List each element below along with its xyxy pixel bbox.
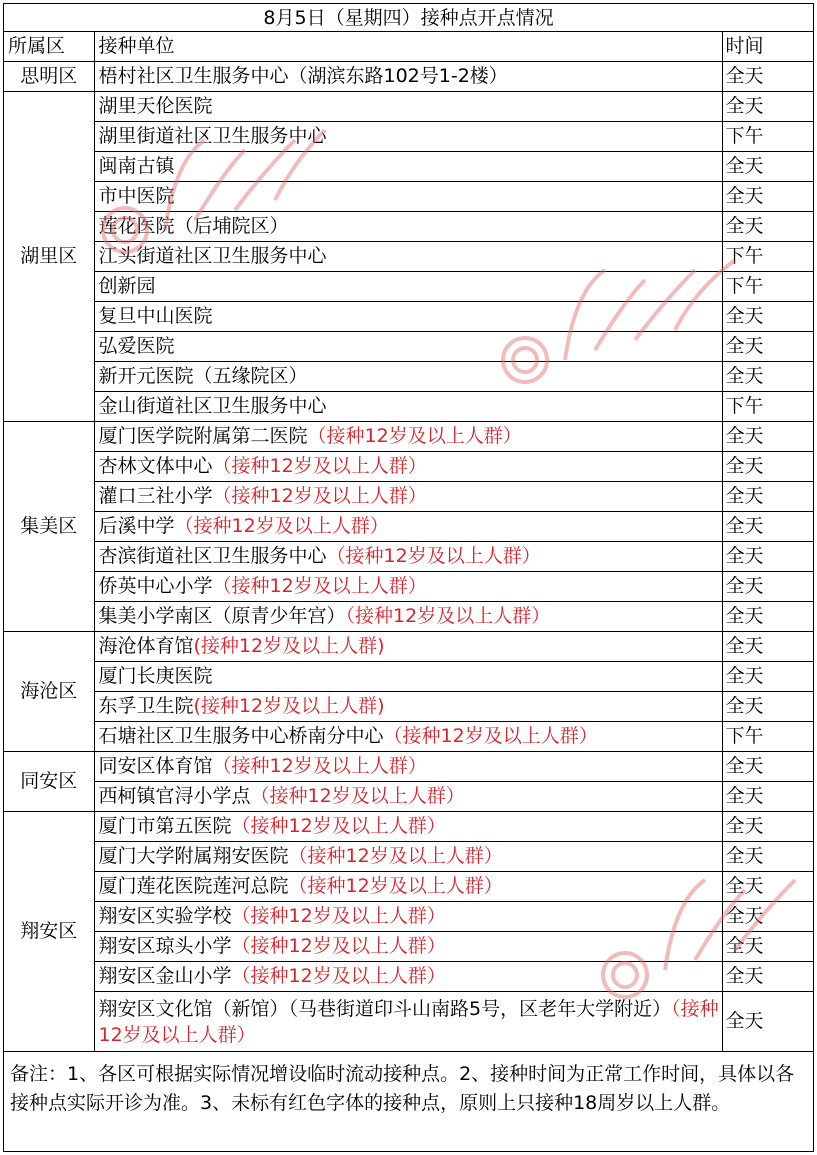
unit-name: 海沧体育馆 (98, 635, 194, 657)
unit-name: 西柯镇官浔小学点 (98, 785, 251, 807)
time-cell: 全天 (722, 842, 813, 872)
time-cell: 下午 (722, 722, 813, 752)
table-row (4, 362, 813, 392)
unit-name: 金山街道社区卫生服务中心 (98, 395, 327, 417)
time-cell: 全天 (722, 182, 813, 212)
unit-cell (94, 632, 722, 662)
age-note: （接种12岁及以上人群） (231, 905, 446, 927)
time-cell: 全天 (722, 512, 813, 542)
unit-name: 梧村社区卫生服务中心（湖滨东路102号1-2楼） (98, 65, 508, 87)
unit-name: 石塘社区卫生服务中心桥南分中心 (98, 725, 384, 747)
unit-cell (94, 962, 722, 992)
time-cell: 全天 (722, 902, 813, 932)
age-note: （接种12岁及以上人群） (212, 575, 427, 597)
table-row (4, 842, 813, 872)
table-row (4, 422, 813, 452)
time-cell: 全天 (722, 542, 813, 572)
age-note: （接种12岁及以上人群） (212, 455, 427, 477)
time-cell: 全天 (722, 362, 813, 392)
age-note: （接种12岁及以上人群） (383, 725, 598, 747)
table-row (4, 992, 813, 1052)
table-row (4, 392, 813, 422)
time-cell: 全天 (722, 602, 813, 632)
time-cell: 全天 (722, 752, 813, 782)
age-note: （接种12岁及以上人群） (212, 755, 427, 777)
table-row (4, 452, 813, 482)
unit-cell (94, 542, 722, 572)
time-cell: 全天 (722, 302, 813, 332)
time-cell: 下午 (722, 272, 813, 302)
unit-cell (94, 992, 722, 1052)
table-row (4, 962, 813, 992)
unit-name: 创新园 (98, 275, 156, 297)
time-cell: 全天 (722, 872, 813, 902)
table-row (4, 902, 813, 932)
unit-cell (94, 92, 722, 122)
district-cell: 同安区 (4, 752, 94, 812)
table-row (4, 152, 813, 182)
age-note: （接种12岁及以上人群） (212, 485, 427, 507)
table-row (4, 182, 813, 212)
district-cell: 集美区 (4, 422, 94, 632)
unit-cell (94, 842, 722, 872)
age-note: （接种12岁及以上人群） (345, 605, 551, 627)
unit-cell (94, 902, 722, 932)
unit-name: 翔安区金山小学 (98, 965, 232, 987)
time-cell: 全天 (722, 92, 813, 122)
unit-name: 杏滨街道社区卫生服务中心 (98, 545, 327, 567)
unit-cell (94, 422, 722, 452)
unit-name: 江头街道社区卫生服务中心 (98, 245, 327, 267)
age-note: （接种12岁及以上人群） (250, 785, 465, 807)
unit-name: 翔安区琼头小学 (98, 935, 232, 957)
header-district: 所属区 (4, 32, 94, 62)
time-cell: 全天 (722, 152, 813, 182)
unit-cell (94, 872, 722, 902)
footnote: 备注：1、各区可根据实际情况增设临时流动接种点。2、接种时间为正常工作时间，具体以各接种点实际开诊为准。3、未标有红色字体的接种点，原则上只接种18周岁以上人群。 (10, 1063, 795, 1114)
unit-name: 厦门大学附属翔安医院 (98, 845, 289, 867)
unit-name: 翔安区实验学校 (98, 905, 232, 927)
unit-name: 翔安区文化馆（新馆）（马巷街道印斗山南路5号，区老年大学附近） (98, 997, 672, 1020)
time-cell: 全天 (722, 962, 813, 992)
table-row (4, 872, 813, 902)
table-row (4, 692, 813, 722)
time-cell: 全天 (722, 62, 813, 92)
table-row (4, 92, 813, 122)
age-note: (接种12岁及以上人群) (193, 695, 385, 717)
unit-cell (94, 932, 722, 962)
table-row (4, 332, 813, 362)
unit-name: 厦门医学院附属第二医院 (98, 425, 308, 447)
unit-cell (94, 62, 722, 92)
time-cell: 下午 (722, 242, 813, 272)
unit-name: 同安区体育馆 (98, 755, 213, 777)
unit-name: 厦门长庚医院 (98, 665, 213, 687)
unit-cell (94, 722, 722, 752)
unit-cell (94, 662, 722, 692)
table-row (4, 512, 813, 542)
time-cell: 下午 (722, 392, 813, 422)
table-row (4, 62, 813, 92)
table-row (4, 782, 813, 812)
unit-name: 闽南古镇 (98, 155, 175, 177)
time-cell: 全天 (722, 932, 813, 962)
table-row (4, 272, 813, 302)
time-cell: 全天 (722, 632, 813, 662)
header-time: 时间 (722, 32, 813, 62)
age-note: （接种12岁及以上人群） (288, 845, 503, 867)
table-row (4, 632, 813, 662)
unit-cell (94, 242, 722, 272)
time-cell: 全天 (722, 212, 813, 242)
unit-name: 湖里天伦医院 (98, 95, 213, 117)
table-row (4, 572, 813, 602)
unit-name: 后溪中学 (98, 515, 175, 537)
age-note: （接种12岁及以上人群） (231, 935, 446, 957)
age-note: （接种12岁及以上人群） (231, 815, 446, 837)
unit-cell (94, 692, 722, 722)
unit-name: 东孚卫生院 (98, 695, 194, 717)
age-note: （接种12岁及以上人群） (288, 875, 503, 897)
header-unit: 接种单位 (94, 32, 722, 62)
time-cell: 全天 (722, 782, 813, 812)
time-cell: 下午 (722, 122, 813, 152)
time-cell: 全天 (722, 572, 813, 602)
table-row (4, 122, 813, 152)
vaccination-table (4, 32, 813, 1052)
unit-name: 湖里街道社区卫生服务中心 (98, 125, 327, 147)
unit-name: 莲花医院（后埔院区） (98, 215, 289, 237)
district-cell: 翔安区 (4, 812, 94, 1052)
table-row (4, 752, 813, 782)
table-row (4, 482, 813, 512)
age-note: （接种12岁及以上人群） (307, 425, 522, 447)
unit-cell (94, 752, 722, 782)
table-row (4, 602, 813, 632)
unit-cell (94, 212, 722, 242)
unit-cell (94, 302, 722, 332)
age-note: （接种12岁及以上人群） (98, 997, 719, 1046)
unit-name: 侨英中心小学 (98, 575, 213, 597)
table-row (4, 542, 813, 572)
unit-cell (94, 182, 722, 212)
table-row (4, 932, 813, 962)
table-row (4, 212, 813, 242)
time-cell: 全天 (722, 662, 813, 692)
time-cell: 全天 (722, 422, 813, 452)
district-cell: 思明区 (4, 62, 94, 92)
unit-cell (94, 332, 722, 362)
header-row (4, 32, 813, 62)
unit-cell (94, 272, 722, 302)
unit-cell (94, 482, 722, 512)
district-cell: 湖里区 (4, 92, 94, 422)
unit-cell (94, 572, 722, 602)
unit-name: 厦门莲花医院莲河总院 (98, 875, 289, 897)
time-cell: 全天 (722, 332, 813, 362)
table-row (4, 302, 813, 332)
table-row (4, 722, 813, 752)
schedule-sheet (3, 3, 814, 1152)
unit-name: 复旦中山医院 (98, 305, 213, 327)
unit-name: 集美小学南区（原青少年宫） (98, 605, 346, 627)
unit-cell (94, 782, 722, 812)
table-row (4, 242, 813, 272)
unit-name: 杏林文体中心 (98, 455, 213, 477)
time-cell: 全天 (722, 812, 813, 842)
unit-cell (94, 812, 722, 842)
age-note: （接种12岁及以上人群） (231, 965, 446, 987)
time-cell: 全天 (722, 452, 813, 482)
unit-name: 灌口三社小学 (98, 485, 213, 507)
page-title: 8月5日（星期四）接种点开点情况 (4, 4, 813, 32)
time-cell: 全天 (722, 692, 813, 722)
age-note: （接种12岁及以上人群） (326, 545, 541, 567)
unit-cell (94, 152, 722, 182)
time-cell: 全天 (722, 482, 813, 512)
unit-name: 厦门市第五医院 (98, 815, 232, 837)
unit-cell (94, 512, 722, 542)
unit-cell (94, 602, 722, 632)
table-row (4, 812, 813, 842)
unit-name: 市中医院 (98, 185, 175, 207)
district-cell: 海沧区 (4, 632, 94, 752)
unit-cell (94, 452, 722, 482)
unit-cell (94, 362, 722, 392)
unit-cell (94, 392, 722, 422)
unit-name: 弘爱医院 (98, 335, 175, 357)
age-note: (接种12岁及以上人群) (193, 635, 385, 657)
unit-cell (94, 122, 722, 152)
age-note: （接种12岁及以上人群） (174, 515, 389, 537)
unit-name: 新开元医院（五缘院区） (98, 365, 308, 387)
table-row (4, 662, 813, 692)
time-cell: 全天 (722, 992, 813, 1052)
